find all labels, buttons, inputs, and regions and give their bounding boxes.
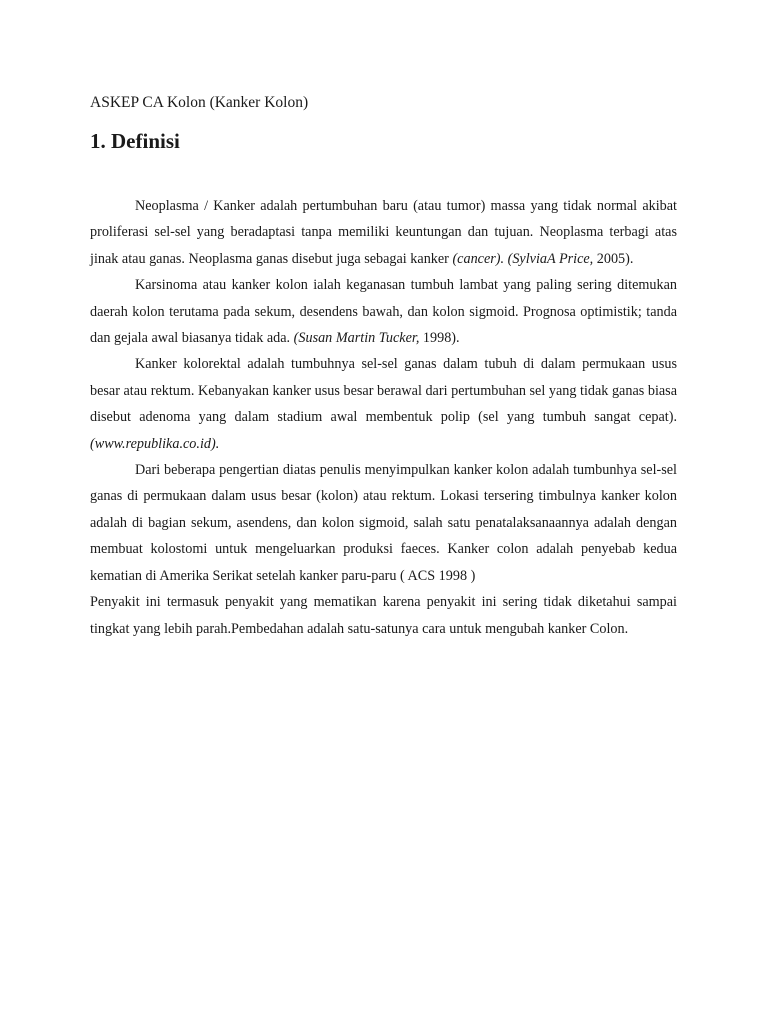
citation-italic: (cancer). (SylviaA Price, — [452, 250, 594, 267]
section-heading: 1. Definisi — [90, 129, 180, 153]
paragraph-penyakit — [90, 589, 677, 642]
paragraph-kesimpulan — [90, 457, 677, 589]
paragraph-text: Kanker kolorektal adalah tumbuhnya sel-sel ganas dalam tubuh di dalam permukaan usus besar atau rektum. Kebanyakan kanker usus besar berawal dari pertumbuhan sel yang tidak ganas biasa disebut adenoma yang dalam stadium awal membentuk polip (sel yang tumbuh sangat cepat). — [90, 356, 677, 426]
paragraph-text: Neoplasma / Kanker adalah pertumbuhan baru (atau tumor) massa yang tidak normal akibat proliferasi sel-sel yang beradaptasi tanpa memiliki keuntungan dan tujuan. Neoplasma terbagi atas jinak atau ganas. Neoplasma ganas disebut juga sebagai kanker — [90, 198, 677, 267]
citation-italic: (www.republika.co.id). — [90, 435, 220, 452]
paragraph-karsinoma — [90, 272, 677, 351]
document-body — [90, 193, 677, 642]
paragraph-text: Karsinoma atau kanker kolon ialah keganasan tumbuh lambat yang paling sering ditemukan daerah kolon terutama pada sekum, desendens bawah, dan kolon sigmoid. Prognosa optimistik; tanda dan gejala awal biasanya tidak ada. — [90, 277, 677, 347]
paragraph-text: Penyakit ini termasuk penyakit yang mematikan karena penyakit ini sering tidak diketahui sampai tingkat yang lebih parah.Pembedahan adalah satu-satunya cara untuk mengubah kanker Colon. — [90, 594, 677, 637]
citation-italic: (Susan Martin Tucker, — [293, 330, 420, 347]
paragraph-neoplasma — [90, 193, 677, 272]
paragraph-kolorektal — [90, 351, 677, 457]
document-title: ASKEP CA Kolon (Kanker Kolon) — [90, 94, 309, 111]
paragraph-text: 1998). — [419, 330, 460, 347]
document-page — [90, 92, 677, 642]
paragraph-text: Dari beberapa pengertian diatas penulis menyimpulkan kanker kolon adalah tumbunhya sel-sel ganas di permukaan dalam usus besar (kolon) atau rektum. Lokasi tersering timbulnya kanker kolon adalah di bagian sekum, asendens, dan kolon sigmoid, salah satu penatalaksanaannya adalah dengan membuat kolostomi untuk mengeluarkan produksi faeces. Kanker colon adalah penyebab kedua kematian di Amerika Serikat setelah kanker paru-paru ( ACS 1998 ) — [90, 462, 677, 584]
paragraph-text: 2005). — [593, 250, 634, 267]
